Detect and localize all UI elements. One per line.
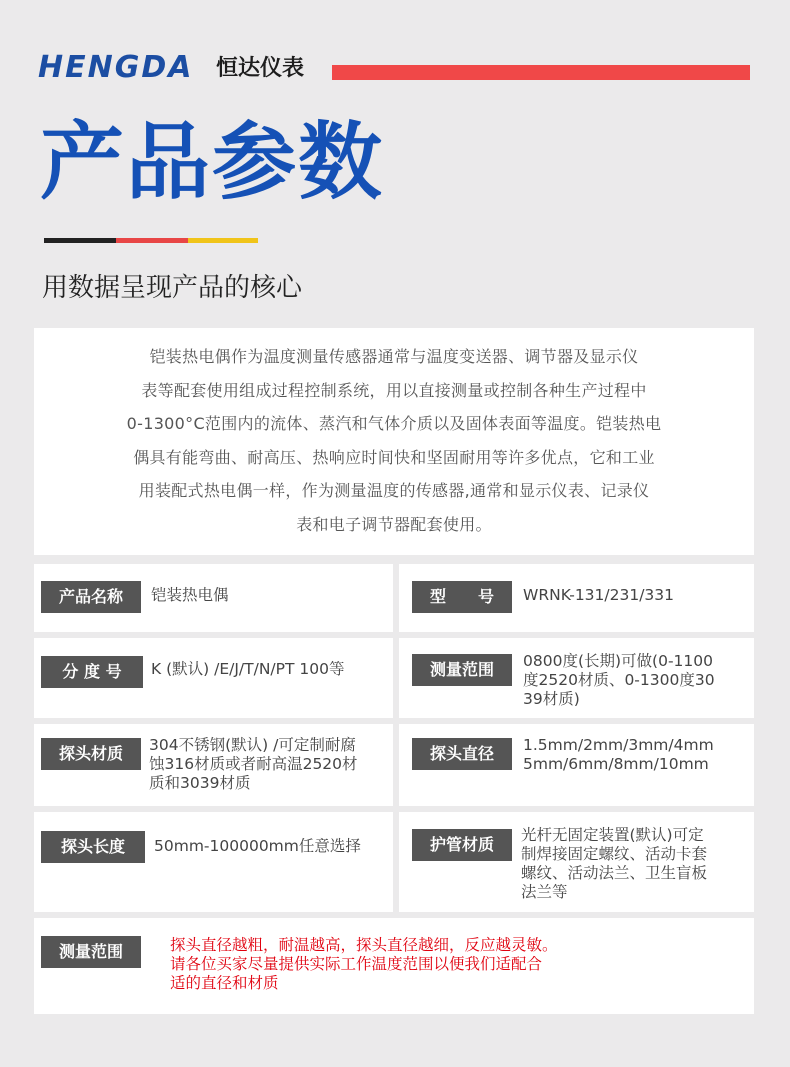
divider-red bbox=[116, 238, 188, 243]
param-label: 护管材质 bbox=[412, 829, 512, 861]
param-value: 1.5mm/2mm/3mm/4mm 5mm/6mm/8mm/10mm bbox=[523, 736, 714, 773]
param-label: 产品名称 bbox=[41, 581, 141, 613]
param-value: 光杆无固定装置(默认)可定 制焊接固定螺纹、活动卡套 螺纹、活动法兰、卫生盲板 法兰等 bbox=[521, 826, 708, 901]
param-cell-graduation bbox=[34, 638, 393, 718]
page-subtitle: 用数据呈现产品的核心 bbox=[42, 273, 303, 303]
param-value: 铠装热电偶 bbox=[151, 586, 229, 604]
param-label: 分 度 号 bbox=[41, 656, 143, 688]
range-note-cell bbox=[34, 918, 754, 1014]
logo-chinese: 恒达仪表 bbox=[216, 56, 305, 81]
header-red-bar bbox=[332, 65, 750, 80]
logo-text: HENGDA bbox=[38, 50, 194, 85]
intro-line: 铠装热电偶作为温度测量传感器通常与温度变送器、调节器及显示仪 bbox=[149, 347, 639, 366]
param-label: 探头长度 bbox=[41, 831, 145, 863]
intro-line: 表和电子调节器配套使用。 bbox=[296, 514, 492, 534]
param-cell-probe-material bbox=[34, 724, 393, 806]
divider-yellow bbox=[188, 238, 258, 243]
param-cell-sheath-material bbox=[399, 812, 754, 912]
intro-line: 表等配套使用组成过程控制系统，用以直接测量或控制各种生产过程中 bbox=[141, 380, 647, 400]
intro-line: 偶具有能弯曲、耐高压、热响应时间快和坚固耐用等许多优点，它和工业 bbox=[133, 447, 655, 467]
param-label: 探头材质 bbox=[41, 738, 141, 770]
param-label: 型 号 bbox=[412, 581, 512, 613]
intro-line: 0-1300°C范围内的流体、蒸汽和气体介质以及固体表面等温度。铠装热电 bbox=[126, 414, 662, 433]
param-value: 50mm-100000mm任意选择 bbox=[154, 837, 361, 855]
page-title: 产品参数 bbox=[40, 113, 385, 211]
param-value: WRNK-131/231/331 bbox=[523, 586, 675, 604]
param-cell-product-name bbox=[34, 564, 393, 632]
divider-black bbox=[44, 238, 116, 243]
param-cell-probe-diameter bbox=[399, 724, 754, 806]
param-value: K (默认) /E/J/T/N/PT 100等 bbox=[151, 660, 345, 678]
range-note-text: 探头直径越粗，耐温越高，探头直径越细，反应越灵敏。 请各位买家尽量提供实际工作温度范围以便我们适配合 适的直径和材质 bbox=[170, 936, 558, 992]
param-label: 测量范围 bbox=[412, 654, 512, 686]
param-label: 探头直径 bbox=[412, 738, 512, 770]
intro-line: 用装配式热电偶一样，作为测量温度的传感器,通常和显示仪表、记录仪 bbox=[138, 481, 650, 500]
intro-box bbox=[34, 328, 754, 555]
param-cell-range bbox=[399, 638, 754, 718]
range-note-label: 测量范围 bbox=[41, 936, 141, 968]
param-cell-probe-length bbox=[34, 812, 393, 912]
param-cell-model bbox=[399, 564, 754, 632]
header bbox=[38, 50, 750, 90]
param-value: 0800度(长期)可做(0-1100 度2520材质、0-1300度30 39材质) bbox=[523, 652, 715, 708]
param-value: 304不锈钢(默认) /可定制耐腐 蚀316材质或者耐高温2520材 质和3039材质 bbox=[149, 736, 358, 792]
